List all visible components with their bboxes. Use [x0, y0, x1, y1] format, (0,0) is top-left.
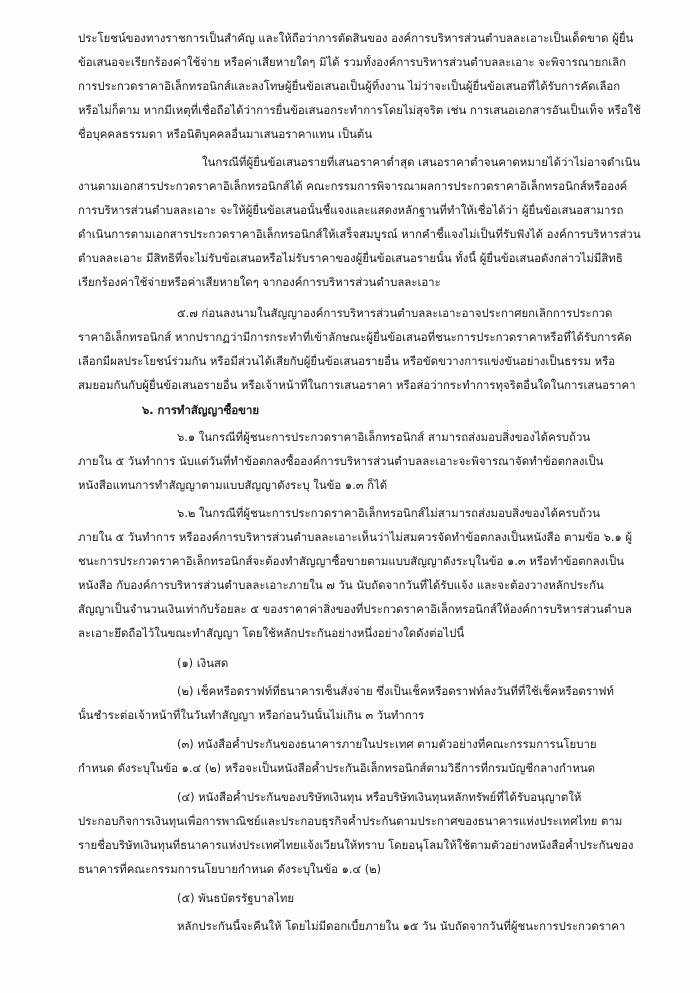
text-line: ประโยชน์ของทางราชการเป็นสำคัญ และให้ถือว่าการตัดสินของ องค์การบริหารส่วนตำบลละเอาะเป็นเด็ดขาด ผู้ยื่น — [78, 31, 634, 45]
clause-5-7: ๕.๗ ก่อนลงนามในสัญญาองค์การบริหารส่วนตำบลละเอาะอาจประกาศยกเลิกการประกวด — [177, 306, 613, 320]
text-line: ภายใน ๕ วันทำการ นับแต่วันที่ทำข้อตกลงซื้อองค์การบริหารส่วนตำบลละเอาะจะพิจารณาจัดทำข้อตกลงเป็น — [78, 454, 604, 468]
text-line: เรียกร้องค่าใช้จ่ายหรือค่าเสียหายใดๆ จากองค์การบริหารส่วนตำบลละเอาะ — [78, 275, 441, 289]
paragraph-first-line: ในกรณีที่ผู้ยื่นข้อเสนอรายที่เสนอราคาต่ำสุด เสนอราคาต่ำจนคาดหมายได้ว่าไม่อาจดำเนิน — [202, 155, 641, 169]
list-item-3: (๓) หนังสือค้ำประกันของธนาคารภายในประเทศ ตามตัวอย่างที่คณะกรรมการนโยบาย — [177, 737, 597, 751]
text-line: ดำเนินการตามเอกสารประกวดราคาอิเล็กทรอนิกส์ให้เสร็จสมบูรณ์ หากคำชี้แจงไม่เป็นที่รับฟังได้ องค์การบริหารส่วน — [78, 227, 641, 241]
text-line: กำหนด ดังระบุในข้อ ๑.๔ (๒) หรือจะเป็นหนังสือค้ำประกันอิเล็กทรอนิกส์ตามวิธีการที่กรมบัญชีกลางกำหนด — [78, 761, 596, 775]
text-line: ภายใน ๕ วันทำการ หรือองค์การบริหารส่วนตำบลละเอาะเห็นว่าไม่สมควรจัดทำข้อตกลงเป็นหนังสือ ตามข้อ ๖.๑ ผู้ — [78, 530, 633, 544]
list-item-5: (๕) พันธบัตรรัฐบาลไทย — [177, 891, 295, 905]
text-line: ชนะการประกวดราคาอิเล็กทรอนิกส์จะต้องทำสัญญาซื้อขายตามแบบสัญญาดังระบุในข้อ ๑.๓ หรือทำข้อตกลงเป็น — [78, 554, 625, 568]
text-line: ชื่อบุคคลธรรมดา หรือนิติบุคคลอื่นมาเสนอราคาแทน เป็นต้น — [78, 127, 373, 141]
text-line: สมยอมกันกับผู้ยื่นข้อเสนอรายอื่น หรือเจ้าหน้าที่ในการเสนอราคา หรือส่อว่ากระทำการทุจริตอื่นใดในการเสนอราคา — [78, 378, 636, 392]
text-line: การประกวดราคาอิเล็กทรอนิกส์และลงโทษผู้ยื่นข้อเสนอเป็นผู้ทิ้งงาน ไม่ว่าจะเป็นผู้ยื่นข้อเสนอที่ได้รับการคัดเลือก — [78, 79, 621, 93]
text-line: งานตามเอกสารประกวดราคาอิเล็กทรอนิกส์ได้ คณะกรรมการพิจารณาผลการประกวดราคาอิเล็กทรอนิกส์หรือองค์ — [78, 179, 628, 193]
list-item-4: (๔) หนังสือค้ำประกันของบริษัทเงินทุน หรือบริษัทเงินทุนหลักทรัพย์ที่ได้รับอนุญาตให้ — [177, 790, 582, 804]
text-line: หนังสือ กับองค์การบริหารส่วนตำบลละเอาะภายใน ๗ วัน นับถัดจากวันที่ได้รับแจ้ง และจะต้องวางหลักประกัน — [78, 578, 604, 592]
text-line: ตำบลละเอาะ มีสิทธิที่จะไม่รับข้อเสนอหรือไม่รับราคาของผู้ยื่นข้อเสนอรายนั้น ทั้งนี้ ผู้ยื่นข้อเสนอดังกล่าวไม่มีสิทธิ — [78, 251, 623, 265]
text-line: ละเอาะยึดถือไว้ในขณะทำสัญญา โดยใช้หลักประกันอย่างหนึ่งอย่างใดดังต่อไปนี้ — [78, 626, 465, 640]
clause-6-1: ๖.๑ ในกรณีที่ผู้ชนะการประกวดราคาอิเล็กทรอนิกส์ สามารถส่งมอบสิ่งของได้ครบถ้วน — [177, 430, 591, 444]
text-line: หรือไม่ก็ตาม หากมีเหตุที่เชื่อถือได้ว่าการยื่นข้อเสนอกระทำการโดยไม่สุจริต เช่น การเสนอเอกสารอันเป็นเท็จ หรือใช้ — [78, 103, 641, 117]
text-line: เลือกมีผลประโยชน์ร่วมกัน หรือมีส่วนได้เสียกับผู้ยื่นข้อเสนอรายอื่น หรือขัดขวางการแข่งขันอย่างเป็นธรรม หรือ — [78, 354, 616, 368]
text-line: ข้อเสนอจะเรียกร้องค่าใช้จ่าย หรือค่าเสียหายใดๆ มิได้ รวมทั้งองค์การบริหารส่วนตำบลละเอาะ จะพิจารณายกเลิก — [78, 55, 627, 69]
text-line: ราคาอิเล็กทรอนิกส์ หากปรากฏว่ามีการกระทำที่เข้าลักษณะผู้ยื่นข้อเสนอที่ชนะการประกวดราคาหรือที่ได้รับการคัด — [78, 330, 632, 344]
text-line: นั้นชำระต่อเจ้าหน้าที่ในวันทำสัญญา หรือก่อนวันนั้นไม่เกิน ๓ วันทำการ — [78, 708, 425, 722]
text-line: หนังสือแทนการทำสัญญาตามแบบสัญญาดังระบุ ในข้อ ๑.๓ ก็ได้ — [78, 478, 388, 492]
clause-6-2: ๖.๒ ในกรณีที่ผู้ชนะการประกวดราคาอิเล็กทรอนิกส์ไม่สามารถส่งมอบสิ่งของได้ครบถ้วน — [177, 506, 601, 520]
text-line: ประกอบกิจการเงินทุนเพื่อการพาณิชย์และประกอบธุรกิจค้ำประกันตามประกาศของธนาคารแห่งประเทศไทย ตาม — [78, 814, 623, 828]
section-heading-6: ๖. การทำสัญญาซื้อขาย — [142, 403, 260, 417]
paragraph-first-line: หลักประกันนี้จะคืนให้ โดยไม่มีดอกเบี้ยภายใน ๑๕ วัน นับถัดจากวันที่ผู้ชนะการประกวดราคา — [177, 919, 626, 933]
text-line: รายชื่อบริษัทเงินทุนที่ธนาคารแห่งประเทศไทยแจ้งเวียนให้ทราบ โดยอนุโลมให้ใช้ตามตัวอย่างหนังสือค้ำประกันของ — [78, 838, 634, 852]
text-line: การบริหารส่วนตำบลละเอาะ จะให้ผู้ยื่นข้อเสนอนั้นชี้แจงและแสดงหลักฐานที่ทำให้เชื่อได้ว่า ผู้ยื่นข้อเสนอสามารถ — [78, 203, 624, 217]
text-line: สัญญาเป็นจำนวนเงินเท่ากับร้อยละ ๕ ของราคาค่าสิ่งของที่ประกวดราคาอิเล็กทรอนิกส์ให้องค์การบริหารส่วนตำบล — [78, 602, 632, 616]
list-item-1: (๑) เงินสด — [177, 656, 229, 670]
text-line: ธนาคารที่คณะกรรมการนโยบายกำหนด ดังระบุในข้อ ๑.๔ (๒) — [78, 862, 382, 876]
list-item-2: (๒) เช็คหรือดราฟท์ที่ธนาคารเซ็นสั่งจ่าย ซึ่งเป็นเช็คหรือดราฟท์ลงวันที่ที่ใช้เช็คหรือดราฟท์ — [177, 684, 614, 698]
